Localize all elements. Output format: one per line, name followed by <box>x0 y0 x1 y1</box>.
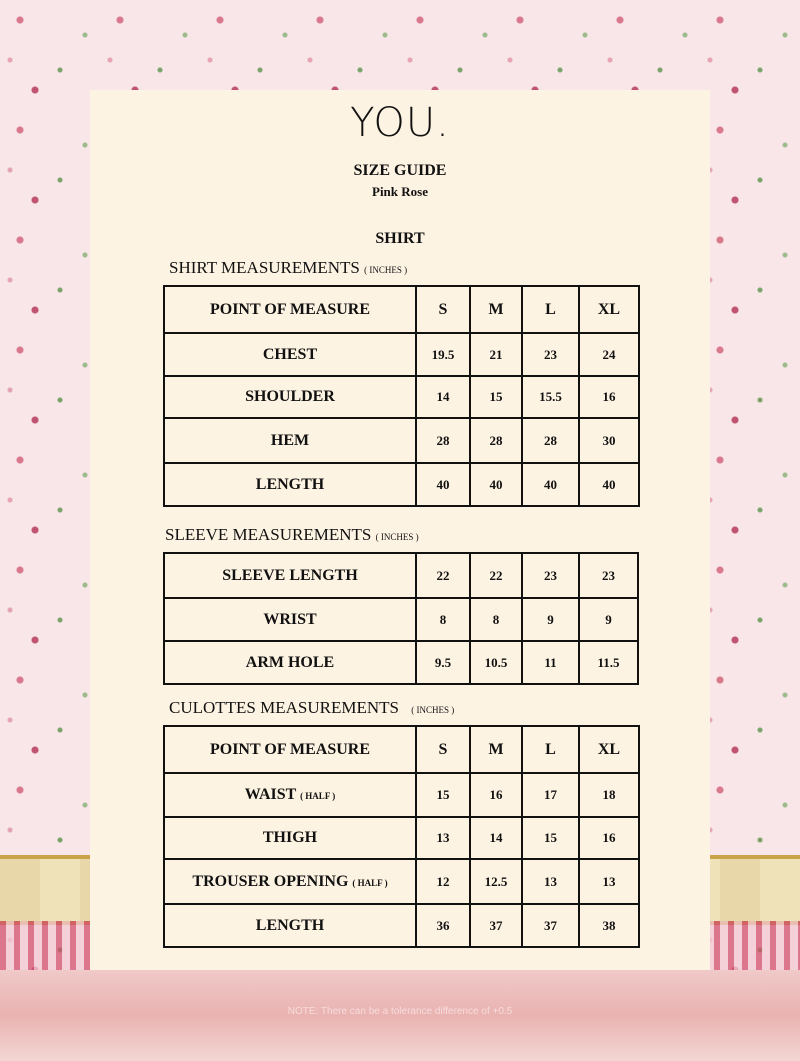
cell-value: 9 <box>579 598 638 641</box>
row-label <box>164 859 416 904</box>
row-label-text: WAIST <box>244 786 297 803</box>
cell-value: 13 <box>579 859 639 904</box>
cell-value: 40 <box>470 463 522 506</box>
header-cell: XL <box>579 286 639 333</box>
table-row <box>164 553 638 598</box>
cell-value: 24 <box>579 333 639 376</box>
cell-value: 28 <box>416 418 470 463</box>
row-label: WRIST <box>164 598 416 641</box>
shirt-heading-text: SHIRT MEASUREMENTS <box>169 258 360 277</box>
culottes-table <box>163 725 640 948</box>
table-row <box>164 859 639 904</box>
cell-value: 23 <box>579 553 638 598</box>
sleeve-measurements-heading <box>165 525 419 545</box>
cell-value: 30 <box>579 418 639 463</box>
row-label-text: TROUSER OPENING <box>192 872 349 890</box>
header-cell: XL <box>579 726 639 773</box>
culottes-measurements-heading <box>169 698 454 718</box>
row-label-suffix: ( HALF ) <box>300 791 336 801</box>
cell-value: 40 <box>416 463 470 506</box>
cell-value: 9.5 <box>416 641 470 684</box>
cell-value: 40 <box>579 463 639 506</box>
cell-value: 22 <box>416 553 470 598</box>
cell-value: 23 <box>522 333 579 376</box>
row-label: LENGTH <box>164 904 416 947</box>
row-label-suffix: ( HALF ) <box>352 877 388 888</box>
cell-value: 16 <box>579 817 639 859</box>
cell-value: 28 <box>470 418 522 463</box>
cell-value: 14 <box>416 376 470 418</box>
row-label: SHOULDER <box>164 376 416 418</box>
cell-value: 37 <box>522 904 579 947</box>
cell-value: 15 <box>522 817 579 859</box>
table-row <box>164 641 638 684</box>
cell-value: 36 <box>416 904 470 947</box>
cell-value: 11 <box>522 641 579 684</box>
cell-value: 23 <box>522 553 579 598</box>
cell-value: 8 <box>416 598 470 641</box>
table-header-row <box>164 726 639 773</box>
shirt-measurements-heading <box>169 258 407 278</box>
brand-logo: YOU. <box>350 100 450 146</box>
cell-value: 12 <box>416 859 470 904</box>
cell-value: 19.5 <box>416 333 470 376</box>
sleeve-heading-text: SLEEVE MEASUREMENTS <box>165 525 372 544</box>
header-cell: S <box>416 726 470 773</box>
row-label: SLEEVE LENGTH <box>164 553 416 598</box>
sleeve-table <box>163 552 639 685</box>
cell-value: 16 <box>470 773 522 817</box>
cell-value: 17 <box>522 773 579 817</box>
table-row <box>164 904 639 947</box>
cell-value: 8 <box>470 598 522 641</box>
header-cell: M <box>470 726 522 773</box>
row-label: ARM HOLE <box>164 641 416 684</box>
table-row <box>164 376 639 418</box>
cell-value: 38 <box>579 904 639 947</box>
cell-value: 22 <box>470 553 522 598</box>
cell-value: 15 <box>470 376 522 418</box>
table-row <box>164 333 639 376</box>
cell-value: 16 <box>579 376 639 418</box>
cell-value: 18 <box>579 773 639 817</box>
row-label: HEM <box>164 418 416 463</box>
cell-value: 11.5 <box>579 641 638 684</box>
culottes-unit: ( INCHES ) <box>411 705 455 715</box>
cell-value: 13 <box>416 817 470 859</box>
cell-value: 12.5 <box>470 859 522 904</box>
tolerance-note: NOTE: There can be a tolerance difference of +0.5 <box>287 1006 513 1017</box>
header-cell: S <box>416 286 470 333</box>
header-cell: POINT OF MEASURE <box>164 286 416 333</box>
header-cell: POINT OF MEASURE <box>164 726 416 773</box>
cell-value: 28 <box>522 418 579 463</box>
cell-value: 21 <box>470 333 522 376</box>
table-header-row <box>164 286 639 333</box>
row-label: LENGTH <box>164 463 416 506</box>
cell-value: 37 <box>470 904 522 947</box>
cell-value: 40 <box>522 463 579 506</box>
cell-value: 9 <box>522 598 579 641</box>
row-label: THIGH <box>164 817 416 859</box>
table-row <box>164 598 638 641</box>
cell-value: 13 <box>522 859 579 904</box>
product-name: Pink Rose <box>372 184 428 199</box>
culottes-heading-text: CULOTTES MEASUREMENTS <box>169 698 399 717</box>
header-cell: L <box>522 726 579 773</box>
shirt-unit: ( INCHES ) <box>364 265 408 275</box>
sleeve-unit: ( INCHES ) <box>375 532 419 542</box>
table-row <box>164 773 639 817</box>
table-row <box>164 817 639 859</box>
header-cell: M <box>470 286 522 333</box>
row-label <box>164 773 416 817</box>
shirt-table <box>163 285 640 507</box>
row-label: CHEST <box>164 333 416 376</box>
cell-value: 14 <box>470 817 522 859</box>
cell-value: 10.5 <box>470 641 522 684</box>
section-title: SHIRT <box>375 230 425 247</box>
cell-value: 15.5 <box>522 376 579 418</box>
table-row <box>164 418 639 463</box>
table-row <box>164 463 639 506</box>
cell-value: 15 <box>416 773 470 817</box>
header-cell: L <box>522 286 579 333</box>
page-title: SIZE GUIDE <box>353 162 447 179</box>
